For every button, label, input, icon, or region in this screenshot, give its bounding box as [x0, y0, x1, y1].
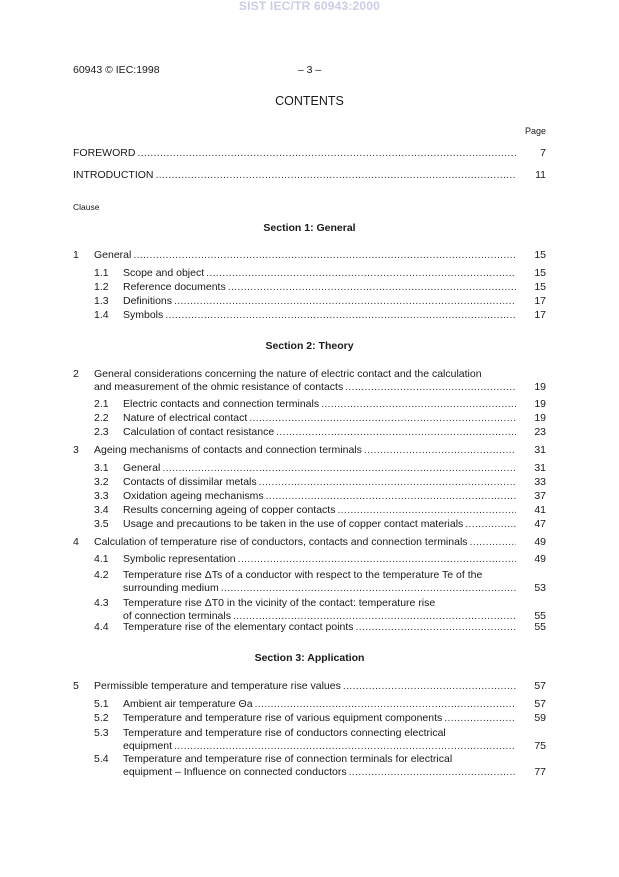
dot-leader	[349, 766, 516, 779]
toc-entry-title: General	[94, 249, 132, 261]
dot-leader	[444, 712, 516, 725]
toc-page-number: 31	[534, 462, 546, 474]
toc-entry-title: Oxidation ageing mechanisms	[123, 490, 264, 502]
toc-entry-number: 1.2	[94, 281, 109, 293]
dot-leader	[266, 490, 516, 503]
dot-leader	[321, 398, 516, 411]
toc-entry-number: 2.1	[94, 398, 109, 410]
toc-entry-number: 1.4	[94, 309, 109, 321]
toc-entry-number: 1.3	[94, 295, 109, 307]
toc-entry-title: Temperature and temperature rise of connection terminals for electrical	[123, 753, 453, 765]
dot-leader	[174, 295, 516, 308]
toc-page-number: 17	[534, 295, 546, 307]
toc-entry-number: 3.4	[94, 504, 109, 516]
toc-page-number: 55	[534, 621, 546, 633]
toc-page-number: 15	[534, 281, 546, 293]
toc-page-number: 37	[534, 490, 546, 502]
toc-entry-title: Permissible temperature and temperature rise values	[94, 680, 341, 692]
clause-column-label: Clause	[73, 202, 100, 212]
page-column-label: Page	[524, 126, 546, 136]
toc-entry-title: surrounding medium	[123, 582, 219, 594]
toc-entry-title: Reference documents	[123, 281, 226, 293]
toc-entry-title: Usage and precautions to be taken in the use of copper contact materials	[123, 518, 464, 530]
section-heading: Section 1: General	[263, 222, 356, 234]
toc-entry-number: 5.2	[94, 712, 109, 724]
dot-leader	[337, 504, 516, 517]
toc-entry-number: 5	[73, 680, 79, 692]
toc-entry-number: 4	[73, 536, 79, 548]
toc-entry-number: 3.5	[94, 518, 109, 530]
toc-page-number: 41	[534, 504, 546, 516]
dot-leader	[276, 426, 516, 439]
toc-entry-title: General considerations concerning the nature of electric contact and the calculation	[94, 368, 482, 380]
toc-entry-title: and measurement of the ohmic resistance of contacts	[94, 381, 344, 393]
toc-entry-number: 2.2	[94, 412, 109, 424]
dot-leader	[343, 680, 516, 693]
toc-entry-title: equipment	[123, 740, 173, 752]
toc-entry-title: Temperature rise ΔT0 in the vicinity of the contact: temperature rise	[123, 597, 436, 609]
toc-page-number: 19	[534, 412, 546, 424]
toc-page-number: 7	[540, 147, 546, 159]
toc-entry-title: Temperature and temperature rise of conductors connecting electrical	[123, 727, 446, 739]
toc-page-number: 47	[534, 518, 546, 530]
toc-entry-number: 3.1	[94, 462, 109, 474]
toc-page-number: 57	[534, 680, 546, 692]
dot-leader	[156, 169, 517, 182]
toc-entry-title: Results concerning ageing of copper contacts	[123, 504, 336, 516]
toc-entry-title: of connection terminals	[123, 610, 231, 622]
dot-leader	[162, 462, 516, 475]
toc-entry-title: Symbols	[123, 309, 164, 321]
toc-entry-number: 2	[73, 368, 79, 380]
toc-entry-title: Electric contacts and connection terminals	[123, 398, 320, 410]
toc-page-number: 49	[534, 553, 546, 565]
toc-entry-title: FOREWORD	[73, 147, 136, 159]
toc-page-number: 57	[534, 698, 546, 710]
toc-entry-number: 4.3	[94, 597, 109, 609]
page-title: CONTENTS	[275, 94, 344, 108]
toc-page-number: 19	[534, 381, 546, 393]
dot-leader	[228, 281, 516, 294]
toc-entry-title: General	[123, 462, 161, 474]
toc-page-number: 15	[534, 267, 546, 279]
toc-entry-number: 4.2	[94, 569, 109, 581]
toc-entry-title: Temperature rise of the elementary contact points	[123, 621, 354, 633]
toc-entry-number: 3.2	[94, 476, 109, 488]
toc-entry-title: Temperature and temperature rise of various equipment components	[123, 712, 443, 724]
toc-page-number: 75	[534, 740, 546, 752]
header-publication: 60943 © IEC:1998	[73, 64, 160, 76]
dot-leader	[221, 582, 516, 595]
toc-entry-title: equipment – Influence on connected conductors	[123, 766, 347, 778]
dot-leader	[238, 553, 516, 566]
toc-page-number: 59	[534, 712, 546, 724]
toc-entry-title: Contacts of dissimilar metals	[123, 476, 257, 488]
section-heading: Section 2: Theory	[265, 340, 354, 352]
toc-page-number: 15	[534, 249, 546, 261]
toc-entry-number: 3.3	[94, 490, 109, 502]
toc-entry-title: Definitions	[123, 295, 173, 307]
toc-page-number: 77	[534, 766, 546, 778]
toc-entry-number: 5.3	[94, 727, 109, 739]
dot-leader	[133, 249, 516, 262]
toc-entry-number: 2.3	[94, 426, 109, 438]
toc-page-number: 55	[534, 610, 546, 622]
dot-leader	[165, 309, 516, 322]
toc-entry-number: 4.1	[94, 553, 109, 565]
toc-entry-title: Ambient air temperature Θa	[123, 698, 253, 710]
dot-leader	[137, 147, 516, 160]
toc-page-number: 49	[534, 536, 546, 548]
toc-page-number: 31	[534, 444, 546, 456]
toc-entry-number: 1	[73, 249, 79, 261]
dot-leader	[206, 267, 516, 280]
dot-leader	[364, 444, 516, 457]
toc-entry-title: Ageing mechanisms of contacts and connection terminals	[94, 444, 362, 456]
toc-entry-title: Scope and object	[123, 267, 205, 279]
dot-leader	[470, 536, 516, 549]
dot-leader	[255, 698, 516, 711]
toc-entry-title: Calculation of contact resistance	[123, 426, 275, 438]
dot-leader	[259, 476, 516, 489]
toc-page-number: 33	[534, 476, 546, 488]
header-page-number: – 3 –	[297, 64, 322, 76]
toc-page-number: 17	[534, 309, 546, 321]
toc-entry-title: Symbolic representation	[123, 553, 236, 565]
dot-leader	[174, 740, 516, 753]
toc-entry-number: 5.1	[94, 698, 109, 710]
dot-leader	[465, 518, 516, 531]
toc-page-number: 19	[534, 398, 546, 410]
toc-entry-number: 5.4	[94, 753, 109, 765]
toc-page-number: 53	[534, 582, 546, 594]
dot-leader	[249, 412, 516, 425]
toc-entry-title: Temperature rise ΔTs of a conductor with respect to the temperature Te of the	[123, 569, 483, 581]
toc-entry-number: 3	[73, 444, 79, 456]
watermark: SIST IEC/TR 60943:2000	[238, 0, 381, 13]
toc-entry-number: 4.4	[94, 621, 109, 633]
toc-page-number: 11	[535, 169, 546, 181]
dot-leader	[345, 381, 516, 394]
toc-entry-number: 1.1	[94, 267, 109, 279]
toc-entry-title: Nature of electrical contact	[123, 412, 248, 424]
dot-leader	[356, 621, 516, 634]
toc-entry-title: INTRODUCTION	[73, 169, 154, 181]
toc-page-number: 23	[534, 426, 546, 438]
toc-entry-title: Calculation of temperature rise of conductors, contacts and connection terminals	[94, 536, 468, 548]
section-heading: Section 3: Application	[254, 652, 365, 664]
